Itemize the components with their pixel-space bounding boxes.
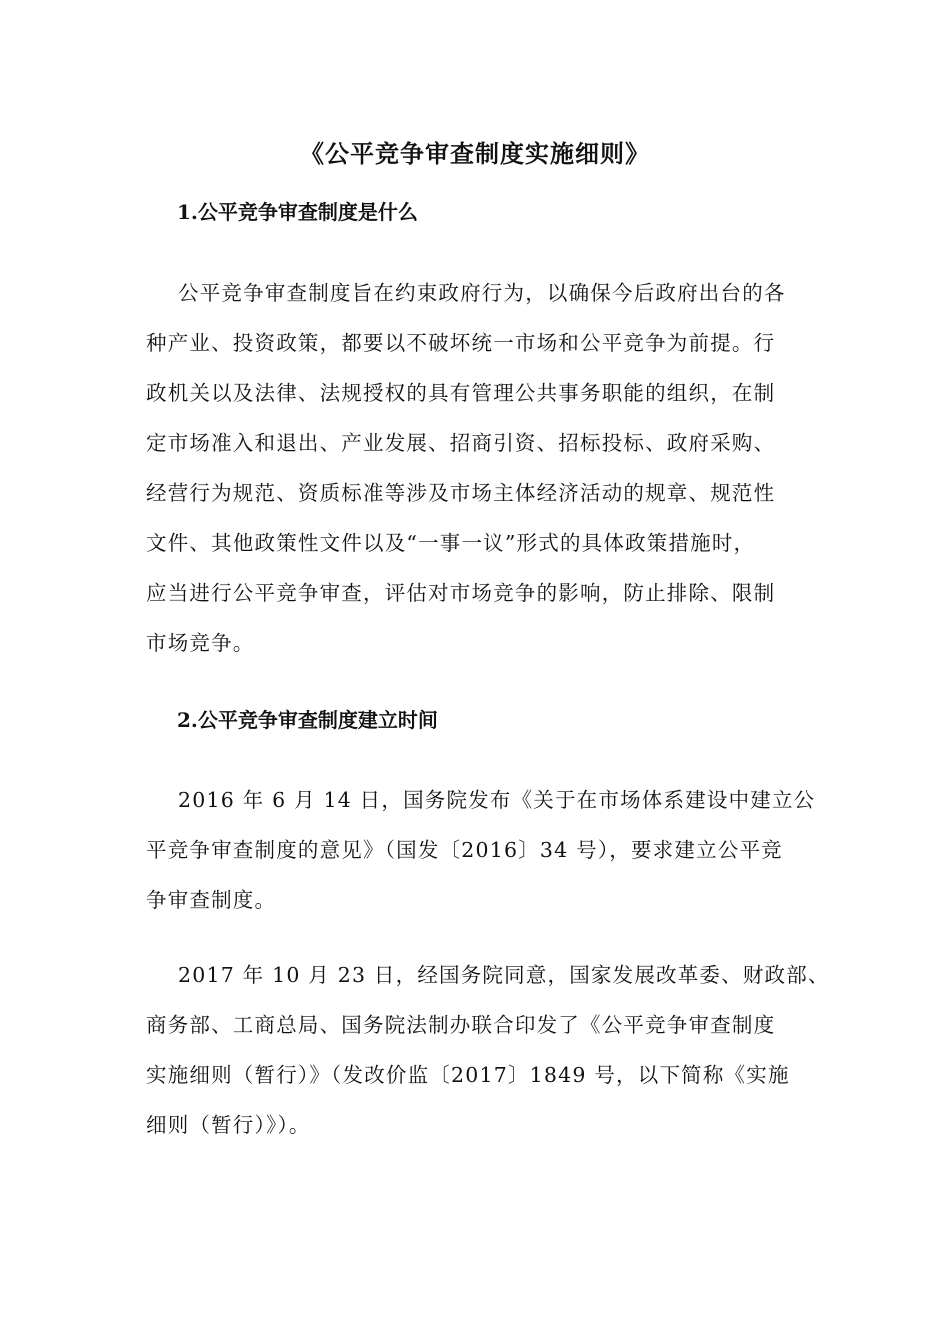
paragraph-line: 商务部、工商总局、国务院法制办联合印发了《公平竞争审查制度 — [146, 1013, 776, 1037]
paragraph-line: 实施细则（暂行）》（发改价监〔2017〕1849 号，以下简称《实施 — [146, 1063, 790, 1087]
paragraph-line: 种产业、投资政策，都要以不破坏统一市场和公平竞争为前提。行 — [146, 331, 776, 355]
paragraph-line: 2017 年 10 月 23 日，经国务院同意，国家发展改革委、财政部、 — [178, 963, 830, 987]
paragraph-line: 定市场准入和退出、产业发展、招商引资、招标投标、政府采购、 — [146, 431, 776, 455]
section-heading-1: 1.公平竞争审查制度是什么 — [177, 200, 418, 224]
paragraph-line: 文件、其他政策性文件以及“一事一议”形式的具体政策措施时， — [146, 531, 756, 555]
paragraph-line: 公平竞争审查制度旨在约束政府行为，以确保今后政府出台的各 — [178, 281, 786, 305]
document-title: 《公平竞争审查制度实施细则》 — [300, 139, 650, 168]
section-heading-2: 2.公平竞争审查制度建立时间 — [177, 708, 438, 732]
paragraph-line: 细则（暂行）》）。 — [146, 1113, 311, 1137]
paragraph-line: 争审查制度。 — [146, 888, 277, 912]
paragraph-line: 经营行为规范、资质标准等涉及市场主体经济活动的规章、规范性 — [146, 481, 776, 505]
paragraph-line: 2016 年 6 月 14 日，国务院发布《关于在市场体系建设中建立公 — [178, 788, 816, 812]
paragraph-line: 应当进行公平竞争审查，评估对市场竞争的影响，防止排除、限制 — [146, 581, 776, 605]
section-1-paragraph — [146, 268, 806, 668]
paragraph-line: 平竞争审查制度的意见》（国发〔2016〕34 号），要求建立公平竞 — [146, 838, 783, 862]
section-2-paragraph-2 — [146, 950, 830, 1150]
paragraph-line: 政机关以及法律、法规授权的具有管理公共事务职能的组织，在制 — [146, 381, 776, 405]
section-2-paragraph-1 — [146, 775, 816, 925]
paragraph-line: 市场竞争。 — [146, 631, 255, 655]
